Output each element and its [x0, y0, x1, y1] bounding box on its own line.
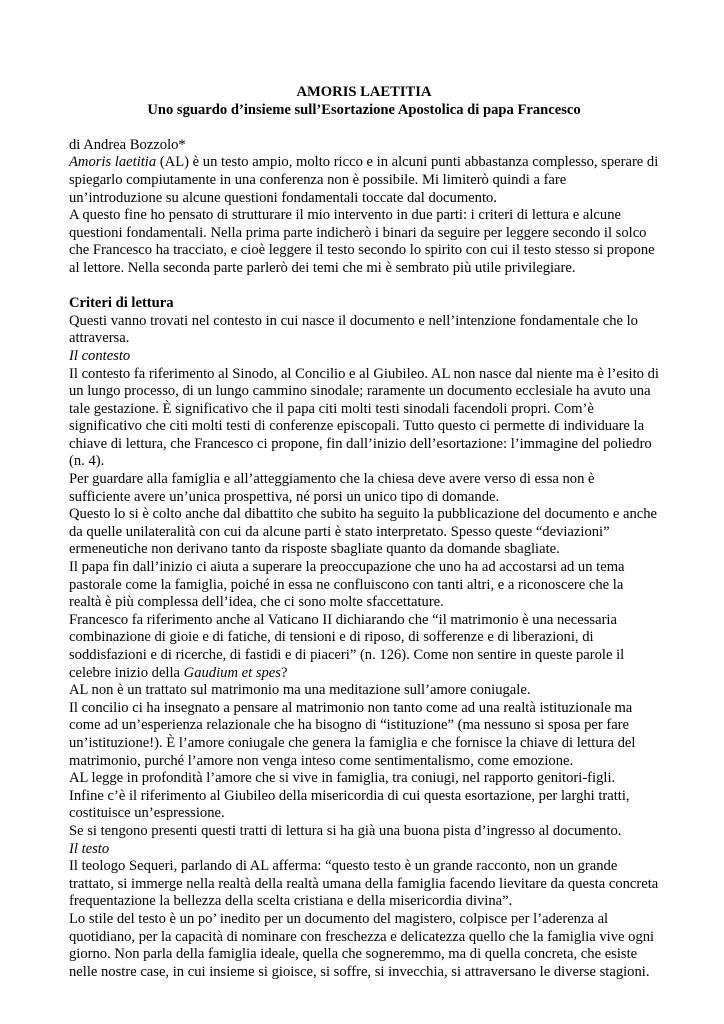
- paragraph-6: [69, 612, 659, 682]
- author-line: di Andrea Bozzolo*: [69, 136, 186, 153]
- paragraph-13: Lo stile del testo è un po’ inedito per un documento del magistero, colpisce per l’aderenza al quotidiano, per la capacità di nominare con freschezza e delicatezza quello che la famiglia vive ogni giorno. Non parla della famiglia ideale, quella che sogneremmo, ma di quella concreta, che esiste nelle nostre case, in cui insieme si gioisce, si soffre, si invecchia, si attraversano le diverse stagioni.: [69, 910, 655, 980]
- gaudium-et-spes-italic: Gaudium et spes: [183, 664, 281, 681]
- paragraph-6-text-a: Francesco fa riferimento anche al Vaticano II dichiarando che “il matrimonio è una necessaria combinazione di gioie e di fatiche, di tensioni e di riposo, di sofferenze e di liberazioni, di soddisfazioni e di ricerche, di fastidi e di piaceri” (n. 126). Come non sentire in queste parole il celebre inizio della: [69, 611, 625, 681]
- intro-paragraph-1-text: (AL) è un testo ampio, molto ricco e in alcuni punti abbastanza complesso, sperare di spiegarlo compiutamente in una conferenza non è possibile. Mi limiterò quindi a fare un’introduzione su alcune questioni fondamentali toccate dal documento.: [69, 154, 659, 206]
- intro-paragraph-2: A questo fine ho pensato di strutturare il mio intervento in due parti: i criteri di lettura e alcune questioni fondamentali. Nella prima parte indicherò i binari da seguire per leggere secondo il solco che Francesco ha tracciato, e cioè leggere il testo secondo lo spirito con cui il testo stesso si propone al lettore. Nella seconda parte parlerò dei temi che mi è sembrato più utile privilegiare.: [69, 207, 655, 276]
- subheading-testo: Il testo: [69, 840, 110, 857]
- subheading-contesto: Il contesto: [69, 347, 131, 364]
- paragraph-9: AL legge in profondità l’amore che si vive in famiglia, tra coniugi, nel rapporto genitori-figli.: [69, 770, 616, 787]
- document-title: AMORIS LAETITIA: [296, 84, 432, 100]
- section-heading: Criteri di lettura: [69, 295, 174, 312]
- paragraph-4: Questo lo si è colto anche dal dibattito che subito ha seguito la pubblicazione del documento e anche da quelle unilateralità con cui da alcune parti è stato interpretato. Spesso queste “deviazioni” ermeneutiche non derivano tanto da risposte sbagliate quanto da domande sbagliate.: [69, 506, 658, 558]
- paragraph-10: Infine c’è il riferimento al Giubileo della misericordia di cui questa esortazione, per larghi tratti, costituisce un’espressione.: [69, 787, 630, 822]
- intro-paragraph-1: [69, 154, 659, 207]
- section-spacer: [69, 278, 659, 296]
- paragraph-12: Il teologo Sequeri, parlando di AL afferma: “questo testo è un grande racconto, non un grande trattato, si immerge nella realtà della realtà umana della famiglia facendo lievitare da questa concreta frequentazione la bellezza della scelta cristiana e della misericordia divina”.: [69, 858, 659, 910]
- paragraph-2: Il contesto fa riferimento al Sinodo, al Concilio e al Giubileo. AL non nasce dal niente ma è l’esito di un lungo processo, di un lungo cammino sinodale; raramente un documento ecclesiale ha avuto una tale gestazione. È significativo che il papa citi molti testi sinodali facendoli propri. Com’è significativo che citi molti testi di conferenze episcopali. Tutto questo ci permette di individuare la chiave di lettura, che Francesco ci propone, fin dall’inizio dell’esortazione: l’immagine del poliedro (n. 4).: [69, 365, 659, 470]
- paragraph-1: Questi vanno trovati nel contesto in cui nasce il documento e nell’intenzione fondamentale che lo attraversa.: [69, 312, 638, 347]
- paragraph-5: Il papa fin dall’inizio ci aiuta a superare la preoccupazione che uno ha ad accostarsi ad un tema pastorale come la famiglia, poiché in essa ne confluiscono con tanti altri, e a riconoscere che la realtà è più complessa dell’idea, che ci sono molte sfaccettature.: [69, 559, 625, 611]
- paragraph-7: AL non è un trattato sul matrimonio ma una meditazione sull’amore coniugale.: [69, 682, 531, 699]
- paragraph-6-text-b: ?: [280, 664, 288, 681]
- work-title-italic: Amoris laetitia: [69, 154, 157, 171]
- paragraph-3: Per guardare alla famiglia e all’atteggiamento che la chiesa deve avere verso di essa non è sufficiente avere un’unica prospettiva, né porsi un unico tipo di domande.: [69, 471, 595, 505]
- paragraph-8: Il concilio ci ha insegnato a pensare al matrimonio non tanto come ad una realtà istituzionale ma come ad un’esperienza relazionale che ha bisogno di “istituzione” (ma nessuno si sposa per fare un’istituzione!). È l’amore coniugale che genera la famiglia e che fornisce la chiave di lettura del matrimonio, purché l’amore non venga inteso come sentimentalismo, come emozione.: [69, 699, 636, 769]
- document-page: [69, 84, 659, 981]
- document-subtitle: Uno sguardo d’insieme sull’Esortazione Apostolica di papa Francesco: [147, 101, 581, 118]
- paragraph-11: Se si tengono presenti questi tratti di lettura si ha già una buona pista d’ingresso al documento.: [69, 822, 622, 839]
